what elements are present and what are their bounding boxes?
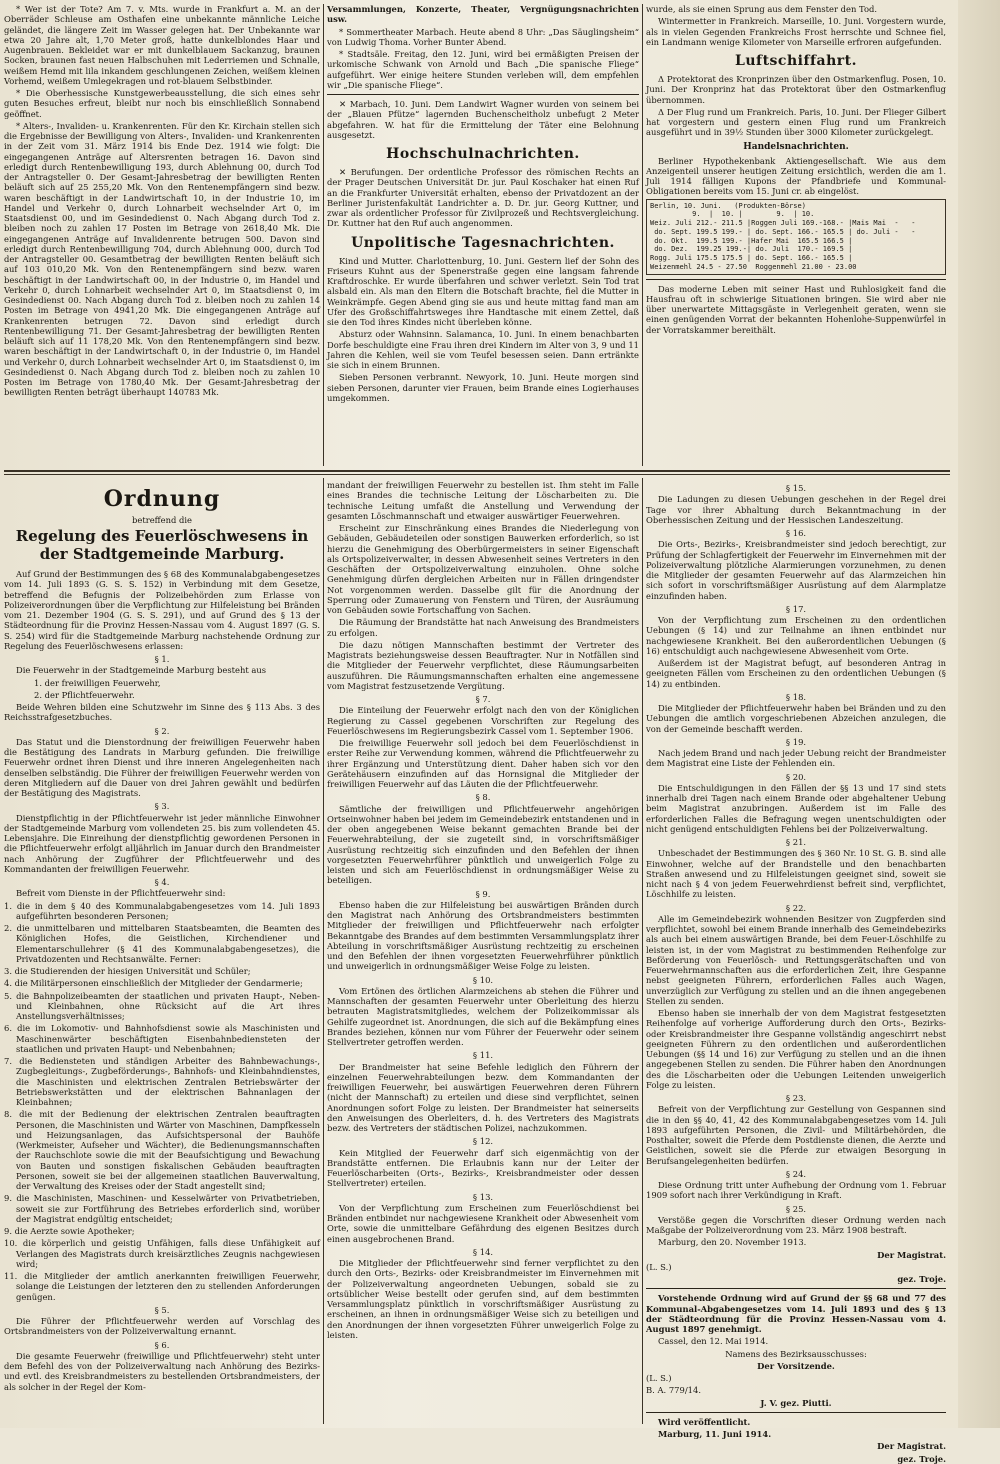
section-number: § 22. [785, 902, 807, 913]
section-text: Außerdem ist der Magistrat befugt, auf besonderen Antrag in geeigneten Fällen vom Erscheinen zu den ordentlichen Uebungen (§ 14) zu entbinden. [646, 658, 946, 689]
section-number: § 16. [785, 528, 807, 538]
article-hypothekenbank: Berliner Hypothekenbank Aktiengesellschaft. Wie aus dem Anzeigenteil unserer heutigen Zeitung ersichtlich, werden die am 1. Juli 1914 fälligen Kupons der Pfandbriefe und Kommunal-Obligationen bereits vom 15. Juni cr. ab eingelöst. [646, 155, 946, 197]
article-renten: * Alters-, Invaliden- u. Krankenrenten. Für den Kr. Kirchain stellen sich die Ergebnisse der Bewilligung von Alters-, Invaliden- und Krankenrenten in der Zeit vom 31. März 1914 bis Ende Dez. 1914 wie folgt: Die eingegangenen Anträge auf Altersrenten betragen 16. Davon sind erledigt durch Rentenbewilligung 193, durch Ablehnung 00, durch Tod der Antragsteller 0. Der Gesamt-Jahresbetrag der bewilligten Renten beläuft sich auf 25 255,20 Mk. Von den Rentenempfängern sind bezw. waren beschäftigt in der Landwirtschaft 10, in der Industrie 10, im Handel und Verkehr 0, durch Lohnarbeit wechselnder Art 0, im Staatsdienst 00, und im Gesindedienst 0. Nach Abgang durch Tod z. bleiben noch zu zahlen 17 Posten im Betrage von 2618,40 Mk. Die eingegangenen Anträge auf Invalidenrente betrugen 500. Davon sind erledigt durch Rentenbewilligung 704, durch Ablehnung 000, durch Tod der Antragsteller 00. Gesamtbetrag der bewilligten Renten beläuft sich auf 103 010,20 Mk. Von den Rentenempfängern sind bezw. waren beschäftigt in der Landwirtschaft 00, in der Industrie 0, im Handel und Verkehr 0, durch Lohnarbeit wechselnder Art 0, im Staatsdienst 0, im Gesindedienst 00. Nach Abgang durch Tod z. bleiben noch zu zahlen 14 Posten im Betrage von 4941,20 Mk. Die eingegangenen Anträge auf Krankenrenten betrugen 72. Davon sind erledigt durch Rentenbewilligung 71. Der Gesamt-Jahresbetrag der bewilligten Renten beläuft sich auf 11 178,20 Mk. Von den Rentenempfängern sind bezw. waren beschäftigt in der Landwirtschaft 0, in der Industrie 0, im Handel und Verkehr 0, durch Lohnarbeit wechselnder Art 0, im Staatsdienst 0, im Gesindedienst 0. Nach Abgang durch Tod z. bleiben noch zu zahlen 10 Posten im Betrage von 1780,40 Mk. Der Gesamt-Jahresbetrag der bewilligten Renten beträgt überhaupt 140783 Mk. [4, 120, 320, 398]
signature-title: Namens des Bezirksausschusses: [725, 1348, 867, 1359]
list-item: 7. die Bediensteten und ständigen Arbeiter des Bahnbewachungs-, Zugbegleitungs-, Zugbeförderungs-, Bahnhofs- und Kleinbahndienstes, die Maschinisten und elektrischen Zentralen Betriebswärter der Betriebswerkstätten und der elektrischen Bahnanlagen der Kleinbahnen; [4, 1056, 320, 1108]
date-line: Cassel, den 12. Mai 1914. [658, 1336, 769, 1347]
ordnung-column-2 [327, 480, 639, 1424]
section-number: § 1. [154, 654, 170, 665]
list-item: 2. der Pflichtfeuerwehr. [34, 689, 135, 700]
section-number: § 15. [785, 483, 807, 493]
section-header-veranstaltungen: Versammlungen, Konzerte, Theater, Vergnügungsnachrichten usw. [327, 4, 639, 25]
page-edge [958, 0, 1000, 1428]
top-center-column [327, 4, 639, 468]
section-number: § 24. [785, 1168, 807, 1179]
top-left-column [4, 4, 320, 468]
article-salamanca: Absturz oder Wahnsinn. Salamanca, 10. Juni. In einem benachbarten Dorfe beschuldigte eine Frau ihren drei Kindern im Alter von 3, 9 und 11 Jahren die Kehlen, weil sie vom Teufel besessen seien. Dann ertränkte sie sich in einem Brunnen. [327, 329, 639, 371]
seal-mark: (L. S.) [646, 1261, 672, 1272]
article-kunstgewerbeausstellung: * Die Oberhessische Kunstgewerbeausstellung, die sich eines sehr guten Besuches erfreut, bleibt nur noch bis einschließlich Sonnabend geöffnet. [4, 88, 320, 119]
article-stadtsaele: * Stadtsäle. Freitag, den 12. Juni, wird bei ermäßigten Preisen der urkomische Schwank von Arnold und Bach „Die spanische Fliege“ aufgeführt. Wer einige heitere Stunden verleben will, dem empfehlen wir „Die spanische Fliege“. [327, 49, 639, 90]
section-text: Befreit vom Dienste in der Pflichtfeuerwehr sind: [16, 888, 226, 899]
article-newyork: Sieben Personen verbrannt. Newyork, 10. Juni. Heute morgen sind sieben Personen, darunter vier Frauen, beim Brande eines Logierhauses umgekommen. [327, 372, 639, 403]
list-item: 9. die Aerzte sowie Apotheker; [4, 1226, 135, 1237]
section-text: Diese Ordnung tritt unter Aufhebung der Ordnung vom 1. Februar 1909 sofort nach ihrer Verkündigung in Kraft. [646, 1180, 946, 1201]
column-rule [642, 4, 643, 466]
file-reference: B. A. 779/14. [646, 1385, 701, 1396]
section-number: § 11. [472, 1050, 494, 1061]
publication-note: Wird veröffentlicht. [658, 1416, 751, 1427]
article-wer-ist-der-tote: * Wer ist der Tote? Am 7. v. Mts. wurde in Frankfurt a. M. an der Oberräder Schleuse am Osthafen eine unbekannte männliche Leiche geländet, die längere Zeit im Wasser gelegen hat. Der Unbekannte war etwa 20 Jahre alt, 1,70 Meter groß, hatte dunkelblondes Haar und Augenbrauen. Bekleidet war er mit dunkelblauem Sackanzug, braunen Socken, braunen fast neuen Halbschuhen mit Lederriemen und Schnalle, weißem Hemd mit lila inkandem geschlungenen Zeichen, weißem kleinen Vorhemd, weißem Umlegekragen und rot-blauem Selbstbinder. [4, 4, 320, 86]
list-item: 9. die Maschinisten, Maschinen- und Kesselwärter von Privatbetrieben, soweit sie zur Fortführung des Betriebes erforderlich sind, worüber der Magistrat endgültig entscheidet; [4, 1193, 320, 1224]
signature-name: gez. Troje. [897, 1274, 946, 1284]
section-number: § 12. [472, 1136, 494, 1147]
section-text: Der Brandmeister hat seine Befehle lediglich den Führern der einzelnen Feuerwehrabteilungen bezw. dem Kommandanten der freiwilligen Feuerwehr, bei auswärtigen Feuerwehren deren Führern (nicht der Mannschaft) zu erteilen und diese sind verpflichtet, seinen Anordnungen sofort Folge zu leisten. Der Brandmeister hat seinerseits den Anweisungen des Oberleiters, d. h. des Vertreters des Magistrats bezw. des Vertreters der städtischen Polizei, nachzukommen. [327, 1061, 639, 1133]
article-berufungen: ✕ Berufungen. Der ordentliche Professor des römischen Rechts an der Prager Deutschen Universität Dr. jur. Paul Koschaker hat einen Ruf an die Frankfurter Universität erhalten, ebenso der Privatdozent an der Berliner Juristenfakultät Landrichter a. D. Dr. jur. Georg Kuttner, und zwar als ordentlicher Professor für Zivilprozeß und Rechtsvergleichung. Dr. Kuttner hat den Ruf auch angenommen. [327, 167, 639, 229]
section-text: Die Orts-, Bezirks-, Kreisbrandmeister sind jedoch berechtigt, zur Prüfung der Schlagfertigkeit der Feuerwehr im Einvernehmen mit der Polizeiverwaltung plötzliche Alarmierungen vorzunehmen, zu denen die Mitglieder der gesamten Feuerwehr auf das Alarmzeichen hin sich sofort in vorschriftsmäßiger Ausrüstung auf dem Alarmplatze einzufinden haben. [646, 539, 946, 601]
section-text: Die dazu nötigen Mannschaften bestimmt der Vertreter des Magistrats beziehungsweise dessen Beauftragter. Nur in Notfällen sind die Mitglieder der Feuerwehr verpflichtet, diese Räumungsarbeiten auszuführen. Die Räumungsmannschaften erhalten eine angemessene vom Magistrat festzusetzende Vergütung. [327, 639, 639, 691]
section-text: Befreit von der Verpflichtung zur Gestellung von Gespannen sind die in den §§ 40, 41, 42 des Kommunalabgabengesetzes vom 14. Juli 1893 aufgeführten Personen, die Zivil- und Militärbehörden, die Posthalter, soweit die Pferde dem Postdienste dienen, die Aerzte und Geistlichen, soweit sie die Pferde zur etwaigen Besorgung in Berufsangelegenheiten bedürfen. [646, 1104, 946, 1166]
section-text: Von der Verpflichtung zum Erscheinen zum Feuerlöschdienst bei Bränden entbindet nur nachgewiesene Krankheit oder Abwesenheit vom Orte, sowie die unmittelbare Gefährdung des eigenen Besitzes durch einen ausgebrochenen Brand. [327, 1202, 639, 1244]
list-item: 6. die im Lokomotiv- und Bahnhofsdienst sowie als Maschinisten und Maschinenwärter beschäftigten Eisenbahnbediensteten der staatlichen und privaten Haupt- und Nebenbahnen; [4, 1023, 320, 1054]
heading-hochschulnachrichten: Hochschulnachrichten. [386, 146, 580, 162]
section-text: Die gesamte Feuerwehr (freiwillige und Pflichtfeuerwehr) steht unter dem Befehl des von der Polizeiverwaltung nach Anhörung des Bezirks- und evtl. des Kreisbrandmeisters zu bestellenden Ortsbrandmeisters, der als solcher in der Regel der Kom- [4, 1350, 320, 1392]
divider [646, 1288, 946, 1289]
list-item: 8. die mit der Bedienung der elektrischen Zentralen beauftragten Personen, die Maschinisten und Wärter von Maschinen, Dampfkesseln und Heizungsanlagen, das Aufsichtspersonal der Bauhöfe (Werkmeister, Aufseher und Wächter), die Bedienungsmannschaften der Rauchschlote sowie die mit der Beaufsichtigung und Bewachung von Bauten und sonstigen fiskalischen Gebäuden beauftragten Personen, soweit sie bei der allgemeinen staatlichen Bauverwaltung, der Verwaltung des Kreises oder der Stadt angestellt sind; [4, 1109, 320, 1192]
article-wintermetter: Wintermetter in Frankreich. Marseille, 10. Juni. Vorgestern wurde, als in vielen Gegenden Frankreichs Frost herrschte und Schnee fiel, ein Landmann wenige Kilometer von Marseille erfroren aufgefunden. [646, 16, 946, 47]
section-number: § 14. [472, 1246, 494, 1257]
list-item: 1. die in dem § 40 des Kommunalabgabengesetzes vom 14. Juli 1893 aufgeführten besonderen Personen; [4, 900, 320, 921]
ordnung-subtitle: betreffend die [132, 514, 192, 525]
section-number: § 20. [785, 771, 807, 782]
list-item: 1. der freiwilligen Feuerwehr, [34, 677, 161, 688]
section-text: Die Mitglieder der Pflichtfeuerwehr haben bei Bränden und zu den Uebungen die amtlich vorgeschriebenen Abzeichen anzulegen, die von der Gemeinde beschafft werden. [646, 703, 946, 734]
article-continued: wurde, als sie einen Sprung aus dem Fenster den Tod. [646, 4, 878, 14]
section-rule [4, 474, 950, 475]
article-kind-und-mutter: Kind und Mutter. Charlottenburg, 10. Juni. Gestern lief der Sohn des Friseurs Kuhnt aus der Spenerstraße gegen eine langsam fahrende Kraftdroschke. Er wurde überfahren und schwer verletzt. Sein Tod trat alsbald ein. Als man den Eltern die Botschaft brachte, fiel die Mutter in Weinkrämpfe. Gegen Abend ging sie aus und heute mittag fand man am Ufer des Großschiffahrtsweges ihre Handtasche mit einem Zettel, daß sie den Tod ihres Kindes nicht überleben könne. [327, 255, 639, 328]
seal-mark: (L. S.) [646, 1373, 672, 1383]
section-text: Die Ladungen zu diesen Uebungen geschehen in der Regel drei Tage vor ihrer Abhaltung durch Bekanntmachung in der Oberhessischen Zeitung und der Hessischen Landeszeitung. [646, 494, 946, 525]
section-number: § 2. [154, 725, 170, 736]
section-text: Nach jedem Brand und nach jeder Uebung reicht der Brandmeister dem Magistrat eine Liste der Fehlenden ein. [646, 748, 946, 769]
section-text: Die Entschuldigungen in den Fällen der §§ 13 und 17 sind stets innerhalb drei Tagen nach einem Brande oder abgehaltener Uebung beim Magistrat anzubringen. Außerdem ist im Falle des erforderlichen Falles die Befragung wegen unentschuldigten oder nicht genügend entschuldigten Fehlens bei der Polizeiverwaltung. [646, 782, 946, 834]
approval-text: Vorstehende Ordnung wird auf Grund der §§ 68 und 77 des Kommunal-Abgabengesetzes vom 14. Juli 1893 und des § 13 der Städteordnung für die Provinz Hessen-Nassau vom 4. August 1897 genehmigt. [646, 1293, 946, 1334]
section-number: § 13. [472, 1191, 494, 1202]
section-text: Kein Mitglied der Feuerwehr darf sich eigenmächtig von der Brandstätte entfernen. Die Erlaubnis kann nur der Leiter der Feuerlöscharbeiten (Orts-, Bezirks-, Kreisbrandmeister oder dessen Stellvertreter) erteilen. [327, 1147, 639, 1189]
ordnung-column-1 [4, 480, 320, 1424]
section-number: § 4. [154, 877, 170, 888]
section-text: Die Führer der Pflichtfeuerwehr werden auf Vorschlag des Ortsbrandmeisters von der Polizeiverwaltung ernannt. [4, 1316, 320, 1337]
signature-title: Der Magistrat. [877, 1441, 946, 1452]
list-item: 3. die Studierenden der hiesigen Universität und Schüler; [4, 966, 251, 977]
signature-role: Der Vorsitzende. [757, 1360, 835, 1371]
article-marbach-holz: ✕ Marbach, 10. Juni. Dem Landwirt Wagner wurden von seinem bei der „Blauen Pfütze“ lagernden Buchenscheitholz unbefugt 2 Meter abgefahren. W. hat für die Ermittelung der Täter eine Belohnung ausgesetzt. [327, 99, 639, 140]
heading-handelsnachrichten: Handelsnachrichten. [743, 141, 849, 152]
section-number: § 10. [472, 974, 494, 985]
section-text: Vom Ertönen des örtlichen Alarmzeichens ab stehen die Führer und Mannschaften der gesamten Feuerwehr unter Oberleitung des hierzu betrauten Magistratsmitgliedes, welchem der Polizeikommissar als Gehilfe zugeordnet ist. Anordnungen, die sich auf die Bekämpfung eines Brandes beziehen, können nur vom Führer der Feuerwehr oder seinem Stellvertreter getroffen werden. [327, 985, 639, 1047]
article-flug-frankreich: Δ Der Flug rund um Frankreich. Paris, 10. Juni. Der Flieger Gilbert hat vorgestern und gestern einen Flug rund um Frankreich ausgeführt und in 39½ Stunden über 3000 Kilometer zurückgelegt. [646, 106, 946, 138]
section-text: Erscheint zur Einschränkung eines Brandes die Niederlegung von Gebäuden, Gebäudeteilen oder sonstigen Bauwerken erforderlich, so ist hierzu die Genehmigung des Oberbürgermeisters in seiner Eigenschaft als Ortspolizeiverwalter, in dessen Abwesenheit seines Vertreters in den Geschäften der Ortspolizeiverwaltung einzuholen. Ohne solche Genehmigung dürfen dergleichen Arbeiten nur in Fällen dringendster Not vorgenommen werden. Dasselbe gilt für die Anordnung der Sperrung oder Zumauerung von Fenstern und Türen, der Ausräumung von Gebäuden sowie Fortschaffung von Sachen. [327, 523, 639, 615]
ordnung-column-3 [646, 480, 946, 1464]
section-number: § 6. [154, 1339, 170, 1350]
section-text: Ebenso haben sie innerhalb der von dem Magistrat festgesetzten Reihenfolge auf vorherige Aufforderung durch den Orts-, Bezirks- oder Kreisbrandmeister ihre Gespanne vollständig angeschirrt nebst geeigneten Führern zu den ordentlichen und außerordentlichen Uebungen (§§ 14 und 16) zur Verfügung zu stellen und an die ihnen angegebenen Stellen zu senden. Die Führer haben den Anordnungen des die Löscharbeiten oder die Uebungen Leitenden unweigerlich Folge zu leisten. [646, 1008, 946, 1090]
section-text: Alle im Gemeindebezirk wohnenden Besitzer von Zugpferden sind verpflichtet, sowohl bei einem Brande innerhalb des Gemeindebezirks als auch bei einem auswärtigen Brande, bei dem Feuer-Löschhilfe zu leisten ist, in der vom Magistrat zu bestimmenden Reihenfolge zur Beförderung von Feuerlösch- und Rettungsgerätschaften und von Feuerwehrmannschaften aus die erforderlichen Zeit, ihre Gespanne nebst geeigneten Führern, erforderlichen Falles auch Wagen, unverzüglich zur Verfügung zu stellen und an die ihnen angegebenen Stellen zu senden. [646, 913, 946, 1006]
top-right-column [646, 4, 946, 468]
section-number: § 9. [475, 888, 491, 899]
signature-name: J. V. gez. Piutti. [760, 1397, 832, 1408]
section-text: Die Feuerwehr in der Stadtgemeinde Marburg besteht aus [16, 665, 267, 676]
date-line: Marburg, 11. Juni 1914. [658, 1429, 772, 1439]
section-text: Die Mitglieder der Pflichtfeuerwehr sind ferner verpflichtet zu den durch den Orts-, Bezirks- oder Kreisbrandmeister im Einvernehmen mit der Polizeiverwaltung angeordneten Uebungen, sobald sie zu ortsüblicher Weise bestellt oder gerufen sind, auf dem bestimmten Versammlungsplatz pünktlich in vorschriftsmäßiger Ausrüstung zu erscheinen, an ihnen in ordnungsmäßiger Weise sich zu beteiligen und den Anordnungen der ihnen vorgesetzten Führer unweigerlich Folge zu leisten. [327, 1258, 639, 1340]
divider [646, 1412, 946, 1413]
article-ostmarkenflug: Δ Protektorat des Kronprinzen über den Ostmarkenflug. Posen, 10. Juni. Der Kronprinz hat das Protektorat über den Ostmarkenflug übernommen. [646, 74, 946, 105]
ordnung-heading: Regelung des Feuerlöschwesens in der Stadtgemeinde Marburg. [15, 527, 309, 564]
column-rule [323, 478, 324, 1424]
divider [646, 279, 946, 280]
section-number: § 5. [154, 1304, 170, 1315]
section-text: Ebenso haben die zur Hilfeleistung bei auswärtigen Bränden durch den Magistrat nach Anhörung des Ortsbrandmeisters bestimmten Mitglieder der freiwilligen und Pflichtfeuerwehr nach erfolgter Bekanntgabe des Brandes auf dem bestimmten Versammlungsplatz ihrer Abteilung in vorschriftsmäßiger Ausrüstung rechtzeitig zu erscheinen und den Befehlen der ihnen vorgesetzten Feuerwehrführer pünktlich und unweigerlich in ordnungsmäßiger Weise Folge zu leisten. [327, 899, 639, 972]
column-rule [642, 478, 643, 1424]
section-number: § 8. [475, 792, 491, 803]
market-report-table: Berlin, 10. Juni. (Produkten-Börse) 9. | 10. | 9. | 10. Weiz. Juli 212.- 211.5 |Roggen Juli 169.-168.- |Mais Mai - - do. Sept. 199.5 199.- | do. Sept. 166.- 165.5 | do. Juli - - do. Okt. 199.5 199.- |Hafer Mai 165.5 166.5 | do. Dez. 199.25 199.-| do. Juli 170.- 169.5 | Rogg. Juli 175.5 175.5 | do. Sept. 166.- 165.5 | Weizenmehl 24.5 - 27.50 Roggenmehl 21.00 - 23.00 [646, 199, 946, 275]
ordnung-title: Ordnung [103, 486, 221, 512]
section-number: § 25. [785, 1203, 807, 1214]
section-text: mandant der freiwilligen Feuerwehr zu bestellen ist. Ihm steht im Falle eines Brandes die technische Leitung der Löscharbeiten zu. Die technische Leitung umfaßt die Anstellung und Verwendung der gesamten Löschmannschaft und etwaiger auswärtiger Feuerwehren. [327, 480, 639, 521]
list-item: 4. die Militärpersonen einschließlich der Mitglieder der Gendarmerie; [4, 978, 303, 989]
section-text: Das Statut und die Dienstordnung der freiwilligen Feuerwehr haben die Bestätigung des Landrats in Marburg gefunden. Die freiwillige Feuerwehr ordnet ihren Dienst und ihre inneren Angelegenheiten nach denselben selbständig. Die Führer der freiwilligen Feuerwehr werden von deren Mitgliedern auf die Dauer von drei Jahren gewählt und bedürfen der Bestätigung des Magistrats. [4, 736, 320, 799]
list-item: 11. die Mitglieder der amtlich anerkannten freiwilligen Feuerwehr, solange die Leistungen der letzteren den zu stellenden Anforderungen genügen. [4, 1271, 320, 1302]
column-rule [323, 4, 324, 466]
section-text: Verstöße gegen die Vorschriften dieser Ordnung werden nach Maßgabe der Polizeiverordnung vom 23. März 1908 bestraft. [646, 1214, 946, 1235]
section-text: Unbeschadet der Bestimmungen des § 360 Nr. 10 St. G. B. sind alle Einwohner, welche auf der Brandstelle und den benachbarten Straßen anwesend und zu Hilfeleistungen geeignet sind, soweit sie nicht nach § 4 von jedem Feuerwehrdienst befreit sind, verpflichtet, Löschhilfe zu leisten. [646, 848, 946, 900]
divider [327, 94, 639, 95]
section-number: § 23. [785, 1093, 807, 1103]
article-sommertheater: * Sommertheater Marbach. Heute abend 8 Uhr: „Das Säuglingsheim“ von Ludwig Thoma. Vorher Bunter Abend. [327, 26, 639, 47]
section-number: § 3. [154, 801, 170, 812]
signature-title: Der Magistrat. [877, 1249, 946, 1260]
list-item: 5. die Bahnpolizeibeamten der staatlichen und privaten Haupt-, Neben- und Kleinbahnen, ohne Rücksicht auf die Art ihres Anstellungsverhältnisses; [4, 990, 320, 1022]
section-text: Von der Verpflichtung zum Erscheinen zu den ordentlichen Uebungen (§ 14) und zur Teilnahme an ihnen entbindet nur nachgewiesene Krankheit. Bei den außerordentlichen Uebungen (§ 16) entschuldigt auch nachgewiesene Abwesenheit vom Orte. [646, 615, 946, 656]
ordnung-intro: Auf Grund der Bestimmungen des § 68 des Kommunalabgabengesetzes vom 14. Juli 1893 (G. S. S. 152) in Verbindung mit dem Gesetze, betreffend die Befugnis der Polizeibehörden zum Erlasse von Polizeiverordnungen über die Verpflichtung zur Hilfeleistung bei Bränden vom 21. Dezember 1904 (G. S. S. 291), und auf Grund des § 13 der Städteordnung für die Provinz Hessen-Nassau vom 4. August 1897 (G. S. S. 254) wird für die Stadtgemeinde Marburg nachstehende Ordnung zur Regelung des Feuerlöschwesens erlassen: [4, 569, 320, 651]
section-text: Die Einteilung der Feuerwehr erfolgt nach den von der Königlichen Regierung zu Cassel gegebenen Vorschriften zur Regelung des Feuerlöschwesens im Regierungsbezirk Cassel vom 1. September 1906. [327, 705, 639, 736]
section-number: § 18. [785, 691, 807, 702]
section-number: § 21. [785, 837, 807, 847]
section-text: Sämtliche der freiwilligen und Pflichtfeuerwehr angehörigen Ortseinwohner haben bei jedem im Gemeindebezirk entstandenen und in der oben angegebenen Weise bekannt gemachten Brande bei der Feuerwehrabteilung, der sie zugeteilt sind, in vorschriftsmäßiger Ausrüstung rechtzeitig sich einzufinden und den Befehlen der ihnen vorgesetzten Feuerwehrführer pünktlich und unweigerlich Folge zu leisten und sich am Feuerlöschdienst in ordnungsmäßiger Weise zu beteiligen. [327, 803, 639, 886]
section-text: Dienstpflichtig in der Pflichtfeuerwehr ist jeder männliche Einwohner der Stadtgemeinde Marburg vom vollendeten 25. bis zum vollendeten 45. Lebensjahre. Die Einreihung der dienstpflichtig gewordenen Personen in die Pflichtfeuerwehr erfolgt alljährlich im Januar durch den Brandmeister nach Anhörung der Zugführer der Pflichtfeuerwehr und des Kommandanten der freiwilligen Feuerwehr. [4, 812, 320, 874]
date-line: Marburg, den 20. November 1913. [658, 1237, 807, 1248]
section-number: § 17. [785, 603, 807, 614]
list-item: 2. die unmittelbaren und mittelbaren Staatsbeamten, die Beamten des Königlichen Hofes, die Geistlichen, Kirchendiener und Elementarschullehrer (§ 41 des Kommunalabgabengesetzes), die Privatdozenten und Rechtsanwälte. Ferner: [4, 923, 320, 964]
section-number: § 7. [475, 694, 491, 704]
heading-tagesnachrichten: Unpolitische Tagesnachrichten. [351, 234, 615, 251]
section-text: Die Räumung der Brandstätte hat nach Anweisung des Brandmeisters zu erfolgen. [327, 617, 639, 638]
section-text: Beide Wehren bilden eine Schutzwehr im Sinne des § 113 Abs. 3 des Reichsstrafgesetzbuches. [4, 702, 320, 723]
section-number: § 19. [785, 736, 807, 747]
heading-luftschiffahrt: Luftschiffahrt. [735, 53, 857, 69]
section-text: Die freiwillige Feuerwehr soll jedoch bei dem Feuerlöschdienst in erster Reihe zur Verwendung kommen, während die Pflichtfeuerwehr zu ihrer Ergänzung und Unterstützung dient. Daher haben sich vor den Gerätehäusern einzufinden auf das Hornsignal die Mitglieder der freiwilligen Feuerwehr auf das Läuten die der Pflichtfeuerwehr. [327, 738, 639, 789]
list-item: 10. die körperlich und geistig Unfähigen, falls diese Unfähigkeit auf Verlangen des Magistrats durch kreisärztliches Zeugnis nachgewiesen wird; [4, 1238, 320, 1269]
signature-name: gez. Troje. [897, 1453, 946, 1464]
article-suppenwuerfel: Das moderne Leben mit seiner Hast und Ruhlosigkeit fand die Hausfrau oft in schwierige Situationen bringen. Sie wird aber nie über unerwartete Mittagsgäste in Verlegenheit geraten, wenn sie einen genügenden Vorrat der bekannten Hohenlohe-Suppenwürfel in der Vorratskammer bereithält. [646, 283, 946, 335]
section-rule [4, 470, 950, 472]
